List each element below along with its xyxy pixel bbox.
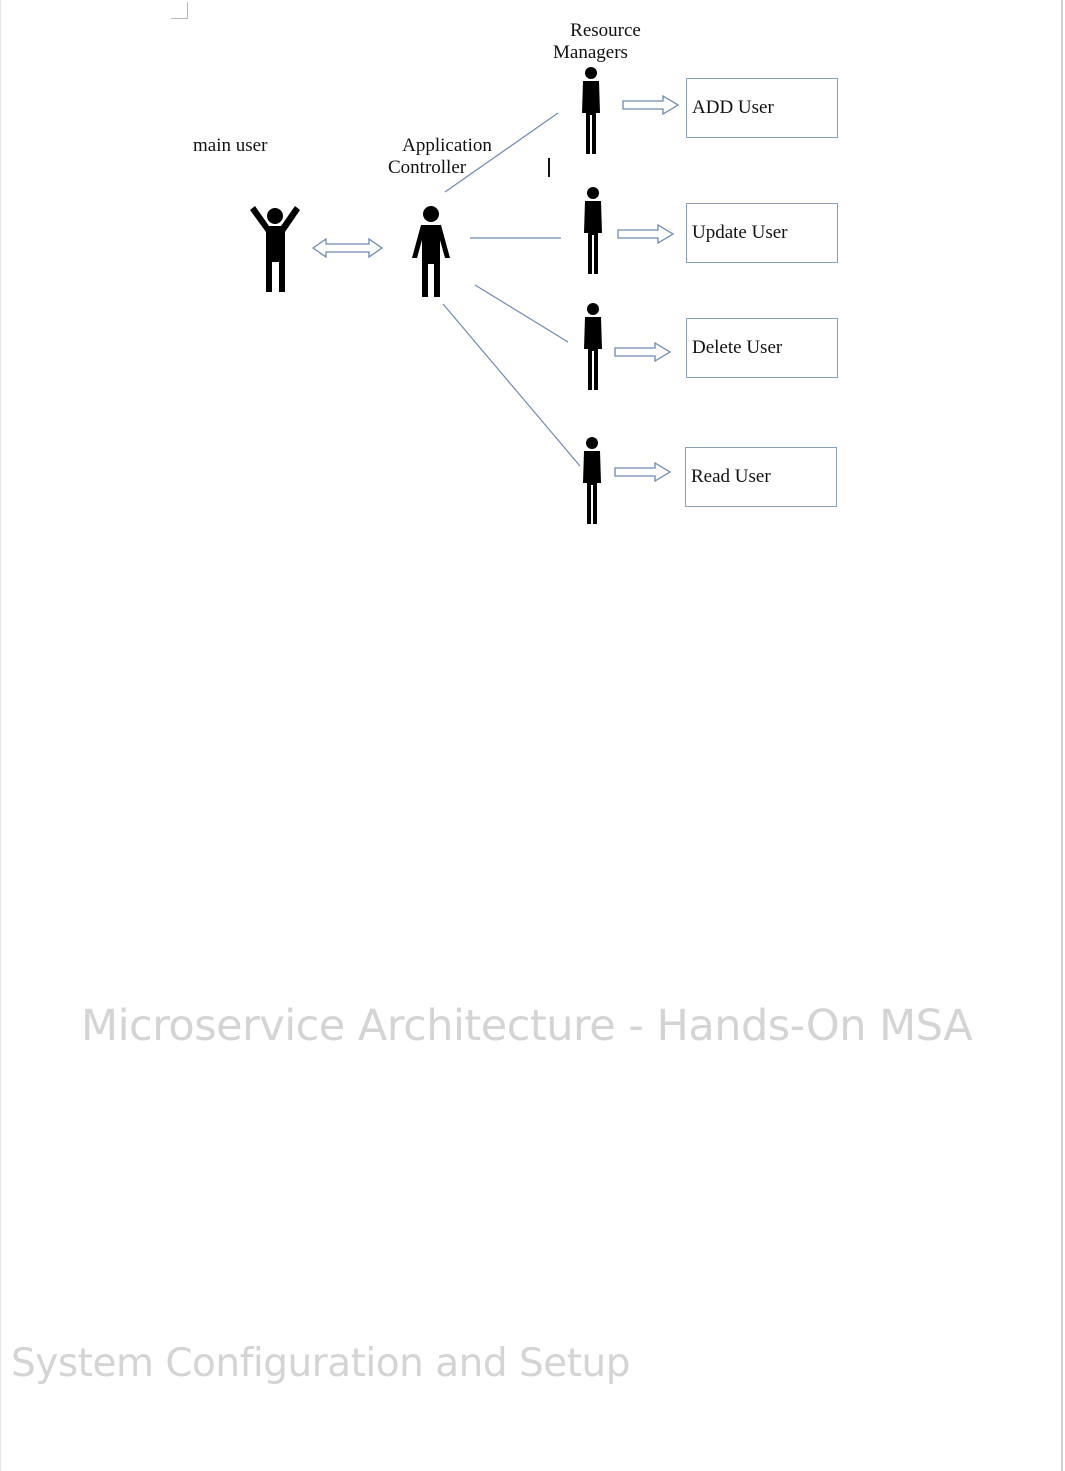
update-user-box: Update User <box>686 203 838 263</box>
watermark-title: Microservice Architecture - Hands-On MSA <box>81 1001 973 1051</box>
controller-label-line2: Controller <box>388 157 467 178</box>
connector-line-delete <box>475 285 568 342</box>
resource-manager-read-icon <box>583 437 601 524</box>
arrow-right-icon-update <box>618 225 673 243</box>
architecture-diagram <box>1 0 1065 560</box>
connector-line-read <box>443 304 580 466</box>
application-controller-icon <box>412 206 450 297</box>
resource-label-line1: Resource <box>570 20 641 41</box>
resource-manager-add-icon <box>582 67 600 154</box>
delete-user-box: Delete User <box>686 318 838 378</box>
application-controller-label <box>387 135 497 179</box>
resource-manager-update-icon <box>584 187 602 274</box>
main-user-label: main user <box>193 135 268 156</box>
add-user-box: ADD User <box>686 78 838 138</box>
read-user-box: Read User <box>685 447 837 507</box>
arrow-right-icon-delete <box>615 343 670 361</box>
resource-label-line2: Managers <box>553 42 628 63</box>
text-cursor <box>548 158 550 177</box>
resource-managers-label <box>549 20 649 64</box>
watermark-subtitle: System Configuration and Setup <box>11 1341 630 1386</box>
diagram-canvas <box>1 0 1065 560</box>
arrow-right-icon-add <box>623 96 678 114</box>
bidirectional-arrow-icon <box>313 239 382 257</box>
resource-manager-delete-icon <box>584 303 602 390</box>
main-user-icon <box>250 206 300 292</box>
controller-label-line1: Application <box>402 135 492 156</box>
arrow-right-icon-read <box>615 463 670 481</box>
